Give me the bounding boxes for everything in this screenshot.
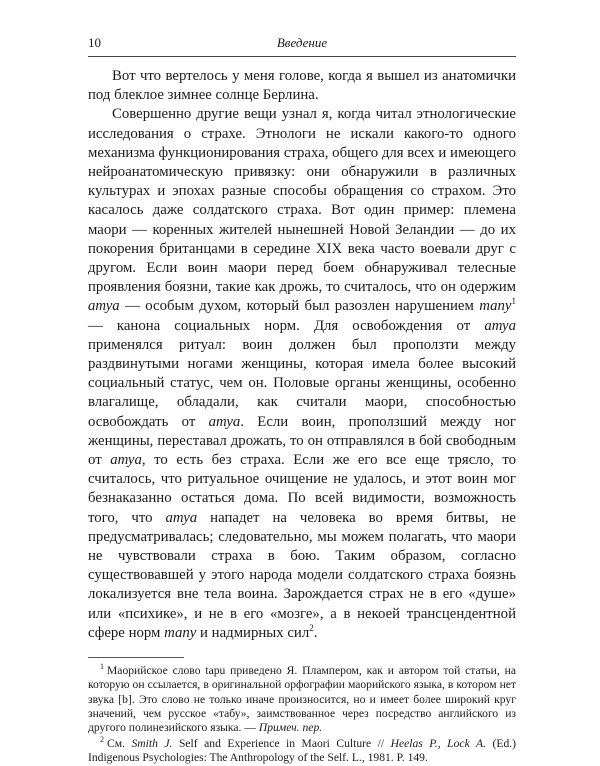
term-tapu: тапу [164,624,197,641]
paragraph: Вот что вертелось у меня голове, когда я вышел из анатомички под блеклое зимнее солнце Берлина. [88,68,516,104]
paragraph: Совершенно другие вещи узнал я, когда читал этнологические исследования о страхе. Этнологи не искали какого-то одного механизма функционирования страха, общего для всех и имеющего нейроанатомическую привязку: они обнаружили в различных культурах и эпохах разные способы обращения со страхом. Это касалось даже солдатского страха. Вот один пример: племена маори — коренных жителей нынешней Новой Зеландии — до их покорения британцами в середине XIX века часто воевали друг с другом. Если воин маори перед боем обнаруживал телесные проявления боязни, такие как дрожь, то считалось, что он одержим атуа — особым духом, который был разозлен нарушением тапу$^1$ — канона социальных норм. Для освобождения от атуа применялся ритуал: воин должен был проползти между раздвинутыми ногами женщины, которая имела более высокий социальный статус, чем он. Половые органы женщины, особенно влагалище, обладали, как считали маори, способностью освобождать от атуа. Если воин, проползший между ног женщины, переставал дрожать, то он отправлялся в бой свободным от атуа, то есть без страха. Если же его все еще трясло, то считалось, что ритуальное очищение не удалось, и этот воин мог безнаказанно остаться дома. По всей видимости, возможность того, что атуа нападет на человека во время битвы, не предусматривалась; следовательно, мы можем полагать, что маори не чувствовали страха в бою. Таким образом, согласно существовавшей у этого народа модели солдатского страха боязнь локализуется вне тела воина. Зарождается страх не в его «душе» или «психике», и не в его «мозге», а в некоей трансцендентной сфере норм тапу и надмирных сил$^2$. [88,106,517,641]
citation-author: Heelas P., Lock A. [390,736,486,750]
running-head [88,34,516,52]
term-atua: атуа [484,317,516,334]
footnote-rule [88,657,184,658]
book-page [88,34,516,766]
footnote-ref-2[interactable]: 2 [309,622,314,633]
term-atua: атуа [88,298,120,315]
term-tapu: тапу [479,298,512,315]
running-title: Введение [276,35,328,50]
footnote-ref-1[interactable]: 1 [511,296,516,307]
term-atua: атуа [165,509,198,526]
translator-note: Примеч. пер. [258,721,323,735]
page-number: 10 [88,35,101,50]
footnotes [88,664,516,765]
footnote-number: 2 [100,734,104,744]
term-atua: атуа [110,452,142,469]
footnote-number: 1 [100,662,104,672]
citation-author: Smith J. [131,736,173,750]
main-text [88,67,516,643]
term-atua: атуа [208,413,241,430]
footnote-2: $^2$ См. Smith J. Self and Experience in Maori Culture // Heelas P., Lock A. (Ed.) Indigenous Psychologies: The Anthropology of the Self. L., 1981. P. 149. [88,734,517,764]
header-rule [88,56,516,57]
footnote-1: $^1$ Маорийское слово tapu приведено Я. Плампером, как и автором той статьи, на которую он ссылается, в оригинальной орфографии маорийского языка, в котором нет звука [b]. Это слово не только иначе произносится, но и имеет более широкий круг значений, чем русское «табу», заимствованное через посредство английского из другого полинезийского языка. — Примеч. пер. [88,662,516,735]
